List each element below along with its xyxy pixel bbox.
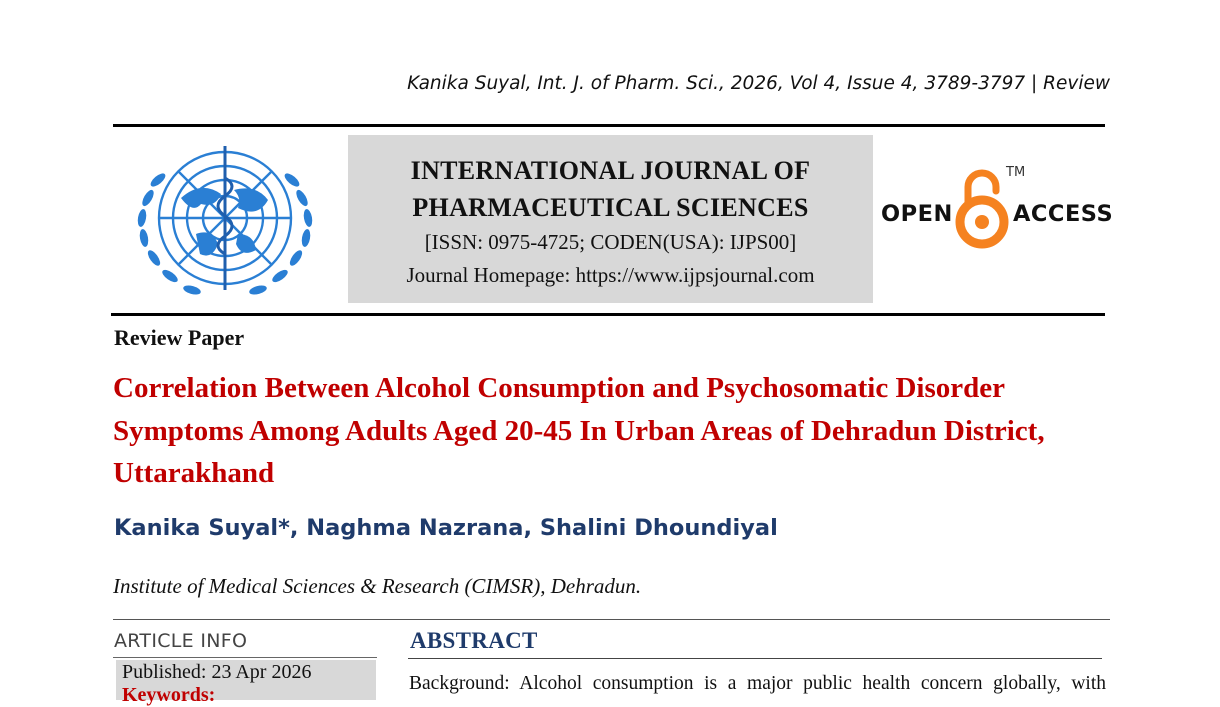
keywords-label: Keywords: xyxy=(122,684,216,706)
journal-title-line2: PHARMACEUTICAL SCIENCES xyxy=(412,193,809,222)
open-access-word-access: ACCESS xyxy=(1013,201,1114,227)
abstract-heading: ABSTRACT xyxy=(410,628,538,653)
citation-header: Kanika Suyal, Int. J. of Pharm. Sci., 2026, Vol 4, Issue 4, 3789-3797 | Review xyxy=(407,73,1110,94)
open-access-lock-icon xyxy=(880,165,1114,250)
open-access-tm: TM xyxy=(1006,165,1026,180)
abstract-rule xyxy=(408,658,1102,659)
author-list: Kanika Suyal*, Naghma Nazrana, Shalini Dhoundiyal xyxy=(114,515,778,541)
journal-title-line1: INTERNATIONAL JOURNAL OF xyxy=(410,156,811,185)
paper-type-label: Review Paper xyxy=(114,325,245,350)
article-info-heading: ARTICLE INFO xyxy=(114,630,248,652)
top-divider xyxy=(113,124,1105,127)
section-divider xyxy=(113,619,1110,620)
abstract-first-line: Background: Alcohol consumption is a major public health concern globally, with xyxy=(409,673,1106,694)
journal-homepage: Journal Homepage: https://www.ijpsjournal.com xyxy=(406,263,815,287)
journal-issn: [ISSN: 0975-4725; CODEN(USA): IJPS00] xyxy=(424,230,797,254)
open-access-word-open: OPEN xyxy=(881,201,953,227)
affiliation: Institute of Medical Sciences & Research (CIMSR), Dehradun. xyxy=(113,574,642,598)
published-date: Published: 23 Apr 2026 xyxy=(122,661,312,683)
header-bottom-divider xyxy=(111,313,1105,316)
article-title: Correlation Between Alcohol Consumption and Psychosomatic Disorder Symptoms Among Adults Aged 20-45 In Urban Areas of Dehradun District, Uttarakhand xyxy=(113,372,1045,489)
article-info-rule xyxy=(113,657,377,658)
journal-header-box xyxy=(348,135,873,303)
un-emblem-icon xyxy=(126,138,324,306)
